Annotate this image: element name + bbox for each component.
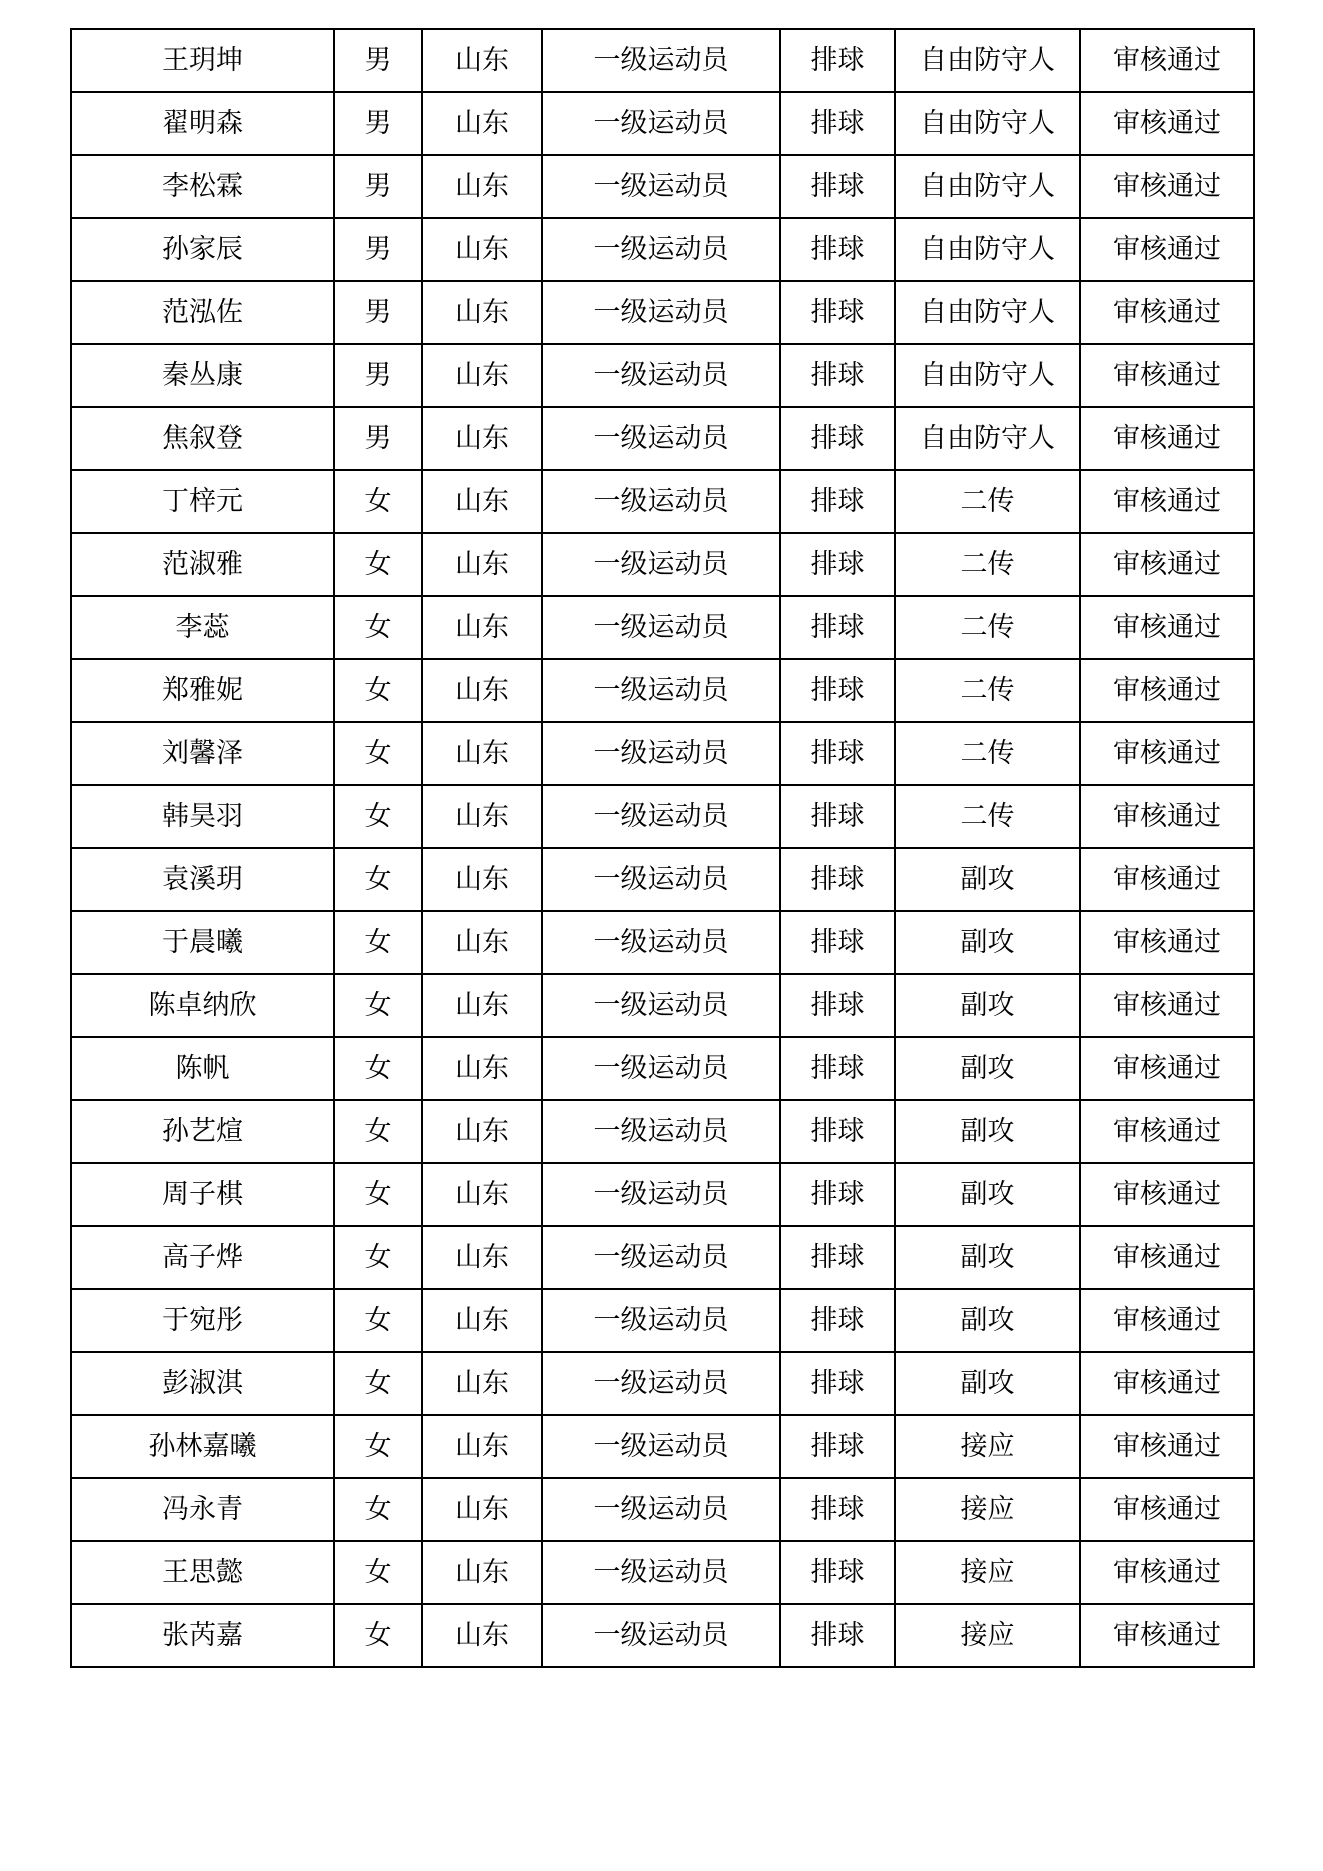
cell-level: 一级运动员	[542, 659, 780, 722]
cell-gender: 女	[334, 1604, 422, 1667]
cell-name: 郑雅妮	[71, 659, 334, 722]
cell-position: 接应	[895, 1541, 1080, 1604]
cell-sport: 排球	[780, 29, 895, 92]
cell-sport: 排球	[780, 785, 895, 848]
cell-region: 山东	[422, 1415, 542, 1478]
cell-region: 山东	[422, 407, 542, 470]
cell-position: 自由防守人	[895, 344, 1080, 407]
cell-level: 一级运动员	[542, 344, 780, 407]
cell-status: 审核通过	[1080, 155, 1254, 218]
cell-region: 山东	[422, 722, 542, 785]
cell-level: 一级运动员	[542, 1226, 780, 1289]
cell-region: 山东	[422, 1100, 542, 1163]
cell-name: 丁梓元	[71, 470, 334, 533]
table-row	[71, 29, 1254, 92]
cell-region: 山东	[422, 1037, 542, 1100]
cell-name: 王玥坤	[71, 29, 334, 92]
cell-gender: 男	[334, 344, 422, 407]
cell-name: 孙艺煊	[71, 1100, 334, 1163]
cell-name: 陈帆	[71, 1037, 334, 1100]
cell-level: 一级运动员	[542, 1037, 780, 1100]
cell-status: 审核通过	[1080, 1100, 1254, 1163]
cell-status: 审核通过	[1080, 1478, 1254, 1541]
cell-region: 山东	[422, 218, 542, 281]
cell-name: 冯永青	[71, 1478, 334, 1541]
table-row	[71, 722, 1254, 785]
cell-status: 审核通过	[1080, 92, 1254, 155]
cell-sport: 排球	[780, 1478, 895, 1541]
table-row	[71, 1604, 1254, 1667]
cell-region: 山东	[422, 1226, 542, 1289]
cell-position: 二传	[895, 596, 1080, 659]
cell-region: 山东	[422, 1478, 542, 1541]
cell-region: 山东	[422, 1163, 542, 1226]
cell-gender: 女	[334, 470, 422, 533]
cell-level: 一级运动员	[542, 29, 780, 92]
cell-sport: 排球	[780, 92, 895, 155]
cell-gender: 女	[334, 722, 422, 785]
cell-level: 一级运动员	[542, 1478, 780, 1541]
cell-position: 二传	[895, 470, 1080, 533]
cell-gender: 女	[334, 911, 422, 974]
cell-level: 一级运动员	[542, 281, 780, 344]
cell-level: 一级运动员	[542, 155, 780, 218]
cell-gender: 女	[334, 1415, 422, 1478]
table-row	[71, 281, 1254, 344]
cell-name: 范淑雅	[71, 533, 334, 596]
cell-position: 自由防守人	[895, 155, 1080, 218]
cell-gender: 男	[334, 407, 422, 470]
table-row	[71, 407, 1254, 470]
cell-name: 于晨曦	[71, 911, 334, 974]
cell-name: 孙家辰	[71, 218, 334, 281]
cell-level: 一级运动员	[542, 92, 780, 155]
cell-sport: 排球	[780, 281, 895, 344]
cell-status: 审核通过	[1080, 281, 1254, 344]
cell-position: 副攻	[895, 1289, 1080, 1352]
cell-level: 一级运动员	[542, 785, 780, 848]
cell-name: 韩昊羽	[71, 785, 334, 848]
cell-status: 审核通过	[1080, 533, 1254, 596]
cell-position: 二传	[895, 722, 1080, 785]
cell-level: 一级运动员	[542, 1289, 780, 1352]
cell-region: 山东	[422, 1604, 542, 1667]
cell-gender: 男	[334, 29, 422, 92]
cell-status: 审核通过	[1080, 1226, 1254, 1289]
cell-position: 副攻	[895, 1352, 1080, 1415]
cell-region: 山东	[422, 848, 542, 911]
cell-position: 副攻	[895, 1163, 1080, 1226]
table-row	[71, 848, 1254, 911]
cell-position: 自由防守人	[895, 281, 1080, 344]
cell-sport: 排球	[780, 974, 895, 1037]
cell-name: 刘馨泽	[71, 722, 334, 785]
cell-sport: 排球	[780, 1163, 895, 1226]
table-row	[71, 1163, 1254, 1226]
table-row	[71, 155, 1254, 218]
cell-sport: 排球	[780, 1604, 895, 1667]
cell-status: 审核通过	[1080, 911, 1254, 974]
cell-status: 审核通过	[1080, 659, 1254, 722]
cell-sport: 排球	[780, 155, 895, 218]
cell-name: 孙林嘉曦	[71, 1415, 334, 1478]
cell-name: 翟明森	[71, 92, 334, 155]
cell-status: 审核通过	[1080, 29, 1254, 92]
cell-region: 山东	[422, 911, 542, 974]
cell-level: 一级运动员	[542, 470, 780, 533]
cell-sport: 排球	[780, 1352, 895, 1415]
cell-position: 自由防守人	[895, 29, 1080, 92]
cell-status: 审核通过	[1080, 344, 1254, 407]
table-row	[71, 659, 1254, 722]
cell-gender: 女	[334, 974, 422, 1037]
cell-sport: 排球	[780, 1100, 895, 1163]
cell-position: 副攻	[895, 974, 1080, 1037]
cell-gender: 男	[334, 281, 422, 344]
cell-region: 山东	[422, 596, 542, 659]
cell-region: 山东	[422, 1541, 542, 1604]
cell-status: 审核通过	[1080, 1604, 1254, 1667]
table-row	[71, 533, 1254, 596]
cell-region: 山东	[422, 470, 542, 533]
cell-status: 审核通过	[1080, 1541, 1254, 1604]
cell-gender: 女	[334, 848, 422, 911]
cell-sport: 排球	[780, 470, 895, 533]
cell-region: 山东	[422, 1289, 542, 1352]
cell-position: 接应	[895, 1478, 1080, 1541]
cell-region: 山东	[422, 281, 542, 344]
table-row	[71, 1415, 1254, 1478]
cell-gender: 男	[334, 155, 422, 218]
cell-level: 一级运动员	[542, 722, 780, 785]
table-row	[71, 785, 1254, 848]
cell-level: 一级运动员	[542, 911, 780, 974]
cell-name: 李松霖	[71, 155, 334, 218]
cell-name: 张芮嘉	[71, 1604, 334, 1667]
cell-name: 周子棋	[71, 1163, 334, 1226]
cell-sport: 排球	[780, 533, 895, 596]
cell-gender: 女	[334, 1163, 422, 1226]
table-row	[71, 1100, 1254, 1163]
cell-status: 审核通过	[1080, 1352, 1254, 1415]
cell-status: 审核通过	[1080, 1163, 1254, 1226]
cell-status: 审核通过	[1080, 1415, 1254, 1478]
cell-region: 山东	[422, 155, 542, 218]
cell-sport: 排球	[780, 344, 895, 407]
cell-status: 审核通过	[1080, 848, 1254, 911]
cell-status: 审核通过	[1080, 596, 1254, 659]
cell-name: 陈卓纳欣	[71, 974, 334, 1037]
cell-region: 山东	[422, 1352, 542, 1415]
cell-level: 一级运动员	[542, 533, 780, 596]
cell-name: 彭淑淇	[71, 1352, 334, 1415]
cell-position: 二传	[895, 533, 1080, 596]
cell-position: 二传	[895, 785, 1080, 848]
cell-sport: 排球	[780, 596, 895, 659]
cell-gender: 女	[334, 1541, 422, 1604]
table-row	[71, 1478, 1254, 1541]
cell-level: 一级运动员	[542, 1541, 780, 1604]
table-row	[71, 92, 1254, 155]
cell-region: 山东	[422, 659, 542, 722]
cell-name: 范泓佐	[71, 281, 334, 344]
cell-gender: 女	[334, 1037, 422, 1100]
cell-name: 袁溪玥	[71, 848, 334, 911]
cell-position: 副攻	[895, 848, 1080, 911]
cell-sport: 排球	[780, 1541, 895, 1604]
table-row	[71, 1037, 1254, 1100]
cell-sport: 排球	[780, 722, 895, 785]
cell-level: 一级运动员	[542, 218, 780, 281]
table-row	[71, 911, 1254, 974]
cell-name: 于宛彤	[71, 1289, 334, 1352]
cell-sport: 排球	[780, 407, 895, 470]
cell-position: 副攻	[895, 1037, 1080, 1100]
cell-sport: 排球	[780, 911, 895, 974]
cell-region: 山东	[422, 533, 542, 596]
cell-gender: 女	[334, 659, 422, 722]
cell-level: 一级运动员	[542, 596, 780, 659]
cell-gender: 女	[334, 1478, 422, 1541]
table-row	[71, 1226, 1254, 1289]
cell-status: 审核通过	[1080, 722, 1254, 785]
cell-status: 审核通过	[1080, 974, 1254, 1037]
cell-status: 审核通过	[1080, 407, 1254, 470]
cell-level: 一级运动员	[542, 1352, 780, 1415]
cell-gender: 男	[334, 92, 422, 155]
cell-status: 审核通过	[1080, 1289, 1254, 1352]
cell-name: 高子烨	[71, 1226, 334, 1289]
cell-gender: 男	[334, 218, 422, 281]
table-row	[71, 596, 1254, 659]
cell-level: 一级运动员	[542, 848, 780, 911]
cell-level: 一级运动员	[542, 1415, 780, 1478]
cell-gender: 女	[334, 1100, 422, 1163]
athlete-roster-table	[70, 28, 1255, 1668]
cell-level: 一级运动员	[542, 407, 780, 470]
table-row	[71, 1541, 1254, 1604]
cell-position: 接应	[895, 1604, 1080, 1667]
cell-status: 审核通过	[1080, 218, 1254, 281]
cell-position: 自由防守人	[895, 92, 1080, 155]
cell-sport: 排球	[780, 1415, 895, 1478]
cell-gender: 女	[334, 1289, 422, 1352]
cell-sport: 排球	[780, 1289, 895, 1352]
cell-region: 山东	[422, 92, 542, 155]
cell-gender: 女	[334, 1352, 422, 1415]
cell-position: 副攻	[895, 1100, 1080, 1163]
cell-sport: 排球	[780, 218, 895, 281]
table-row	[71, 974, 1254, 1037]
cell-gender: 女	[334, 1226, 422, 1289]
cell-gender: 女	[334, 785, 422, 848]
table-row	[71, 470, 1254, 533]
cell-sport: 排球	[780, 1037, 895, 1100]
cell-position: 接应	[895, 1415, 1080, 1478]
cell-name: 王思懿	[71, 1541, 334, 1604]
cell-gender: 女	[334, 596, 422, 659]
table-row	[71, 344, 1254, 407]
cell-name: 秦丛康	[71, 344, 334, 407]
cell-position: 二传	[895, 659, 1080, 722]
cell-region: 山东	[422, 785, 542, 848]
cell-level: 一级运动员	[542, 1100, 780, 1163]
cell-region: 山东	[422, 29, 542, 92]
cell-status: 审核通过	[1080, 1037, 1254, 1100]
cell-gender: 女	[334, 533, 422, 596]
cell-level: 一级运动员	[542, 1604, 780, 1667]
cell-position: 自由防守人	[895, 407, 1080, 470]
cell-status: 审核通过	[1080, 785, 1254, 848]
table-row	[71, 218, 1254, 281]
cell-sport: 排球	[780, 659, 895, 722]
cell-name: 焦叙登	[71, 407, 334, 470]
cell-position: 副攻	[895, 911, 1080, 974]
cell-region: 山东	[422, 974, 542, 1037]
cell-level: 一级运动员	[542, 974, 780, 1037]
cell-sport: 排球	[780, 848, 895, 911]
cell-position: 自由防守人	[895, 218, 1080, 281]
cell-position: 副攻	[895, 1226, 1080, 1289]
cell-name: 李蕊	[71, 596, 334, 659]
cell-status: 审核通过	[1080, 470, 1254, 533]
table-row	[71, 1352, 1254, 1415]
cell-sport: 排球	[780, 1226, 895, 1289]
cell-level: 一级运动员	[542, 1163, 780, 1226]
cell-region: 山东	[422, 344, 542, 407]
table-row	[71, 1289, 1254, 1352]
